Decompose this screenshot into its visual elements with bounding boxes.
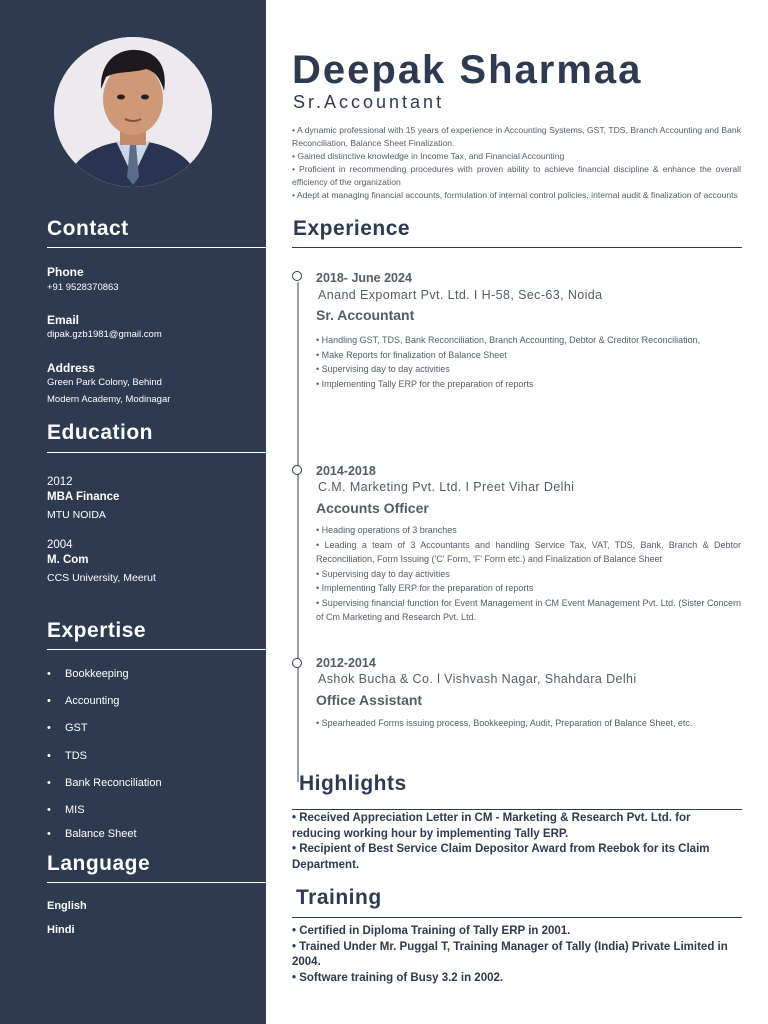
divider: [292, 917, 742, 918]
summary-point: • A dynamic professional with 15 years of experience in Accounting Systems, GST, TDS, Branch Accounting and Bank Reconciliation, Balance Sheet Finalization.: [292, 125, 741, 148]
training-list: [292, 924, 742, 986]
highlights-list: [292, 811, 742, 873]
education-school: CCS University, Meerut: [47, 572, 156, 584]
experience-heading: Experience: [293, 217, 411, 240]
job-duties: [316, 333, 741, 391]
job-position: Sr. Accountant: [316, 307, 415, 323]
duty-item: • Handling GST, TDS, Bank Reconciliation, Branch Accounting, Debtor & Creditor Reconciliation,: [316, 335, 701, 345]
divider: [292, 809, 742, 810]
phone-label: Phone: [47, 265, 84, 279]
email-value: dipak.gzb1981@gmail.com: [47, 329, 162, 340]
highlight-item: • Received Appreciation Letter in CM - Marketing & Research Pvt. Ltd. for reducing working hour by implementing Tally ERP.: [292, 812, 691, 840]
summary-point: • Adept at managing financial accounts, formulation of internal control policies, internal audit & finalization of accounts: [292, 190, 738, 200]
education-year: 2012: [47, 476, 73, 488]
language-item: English: [47, 900, 87, 912]
duty-item: • Implementing Tally ERP for the preparation of reports: [316, 378, 534, 389]
duty-item: • Make Reports for finalization of Balance Sheet: [316, 349, 507, 360]
job-period: 2012-2014: [316, 656, 376, 670]
divider: [47, 882, 266, 883]
duty-item: • Supervising day to day activities: [316, 364, 450, 374]
profile-summary: [292, 124, 741, 202]
highlights-heading: Highlights: [299, 772, 407, 795]
phone-value: +91 9528370863: [47, 282, 119, 293]
expertise-heading: Expertise: [47, 619, 147, 642]
job-duties: [316, 716, 741, 731]
education-school: MTU NOIDA: [47, 509, 106, 521]
education-degree: M. Com: [47, 554, 89, 566]
job-position: Accounts Officer: [316, 500, 429, 516]
language-heading: Language: [47, 852, 151, 875]
timeline-line: [297, 282, 299, 782]
email-label: Email: [47, 313, 80, 327]
job-duties: [316, 523, 741, 625]
training-item: • Certified in Diploma Training of Tally ERP in 2001.: [292, 925, 571, 937]
training-item: • Software training of Busy 3.2 in 2002.: [292, 971, 504, 984]
highlight-item: • Recipient of Best Service Claim Depositor Award from Reebok for its Claim Department.: [292, 843, 710, 871]
timeline-dot: [292, 271, 302, 281]
job-company: Ashok Bucha & Co. l Vishvash Nagar, Shahdara Delhi: [318, 672, 637, 686]
education-year: 2004: [47, 539, 73, 551]
duty-item: • Supervising day to day activities: [316, 568, 450, 579]
divider: [47, 247, 266, 248]
education-degree: MBA Finance: [47, 491, 120, 503]
language-item: Hindi: [47, 924, 75, 936]
summary-point: • Proficient in recommending procedures with proven ability to achieve financial discipline & enhance the overall efficiency of the organization: [292, 164, 741, 187]
address-label: Address: [47, 361, 96, 375]
duty-item: • Implementing Tally ERP for the preparation of reports: [316, 583, 534, 593]
job-company: C.M. Marketing Pvt. Ltd. I Preet Vihar Delhi: [318, 480, 575, 494]
job-period: 2014-2018: [316, 464, 376, 478]
divider: [47, 649, 266, 650]
training-item: • Trained Under Mr. Puggal T, Training Manager of Tally (India) Private Limited in 2004.: [292, 940, 728, 968]
duty-item: • Spearheaded Forms issuing process, Bookkeeping, Audit, Preparation of Balance Sheet, etc.: [316, 718, 693, 728]
address-line1: Green Park Colony, Behind: [47, 377, 162, 388]
education-heading: Education: [47, 421, 154, 444]
duty-item: • Heading operations of 3 branches: [316, 525, 457, 535]
divider: [47, 452, 266, 453]
training-heading: Training: [296, 886, 382, 909]
candidate-title: Sr.Accountant: [293, 92, 445, 112]
job-period: 2018- June 2024: [316, 271, 412, 285]
timeline-dot: [292, 658, 302, 668]
timeline-dot: [292, 465, 302, 475]
candidate-name: Deepak Sharmaa: [292, 48, 643, 92]
job-company: Anand Expomart Pvt. Ltd. I H-58, Sec-63, Noida: [318, 288, 603, 302]
contact-heading: Contact: [47, 217, 129, 240]
address-line2: Modern Academy, Modinagar: [47, 394, 171, 405]
summary-point: • Gained distinctive knowledge in Income Tax, and Financial Accounting: [292, 151, 565, 161]
job-position: Office Assistant: [316, 692, 423, 708]
duty-item: • Supervising financial function for Event Management in CM Event Management Pvt. Ltd. (Sister Concern of Cm Marketing and Research Pvt. Ltd.: [316, 597, 741, 622]
sidebar: Contact Phone +91 9528370863 Email dipak.gzb1981@gmail.com Address Green Park Colony, Behind Modern Academy, Modinagar Education 2012 MBA Finance MTU NOIDA 2004 M. Com CCS University, Meerut Expertise Bookkeeping Accounting GST TDS Bank Reconciliation MIS Balance Sheet Language English Hindi: [0, 0, 266, 1024]
duty-item: • Leading a team of 3 Accountants and handling Service Tax, VAT, TDS, Bank, Branch & Debtor Reconciliation, Form Issuing ('C' Form, 'F' Form etc.) and Finalization of Balance Sheet: [316, 539, 741, 564]
divider: [292, 247, 742, 248]
profile-photo: [54, 37, 212, 187]
